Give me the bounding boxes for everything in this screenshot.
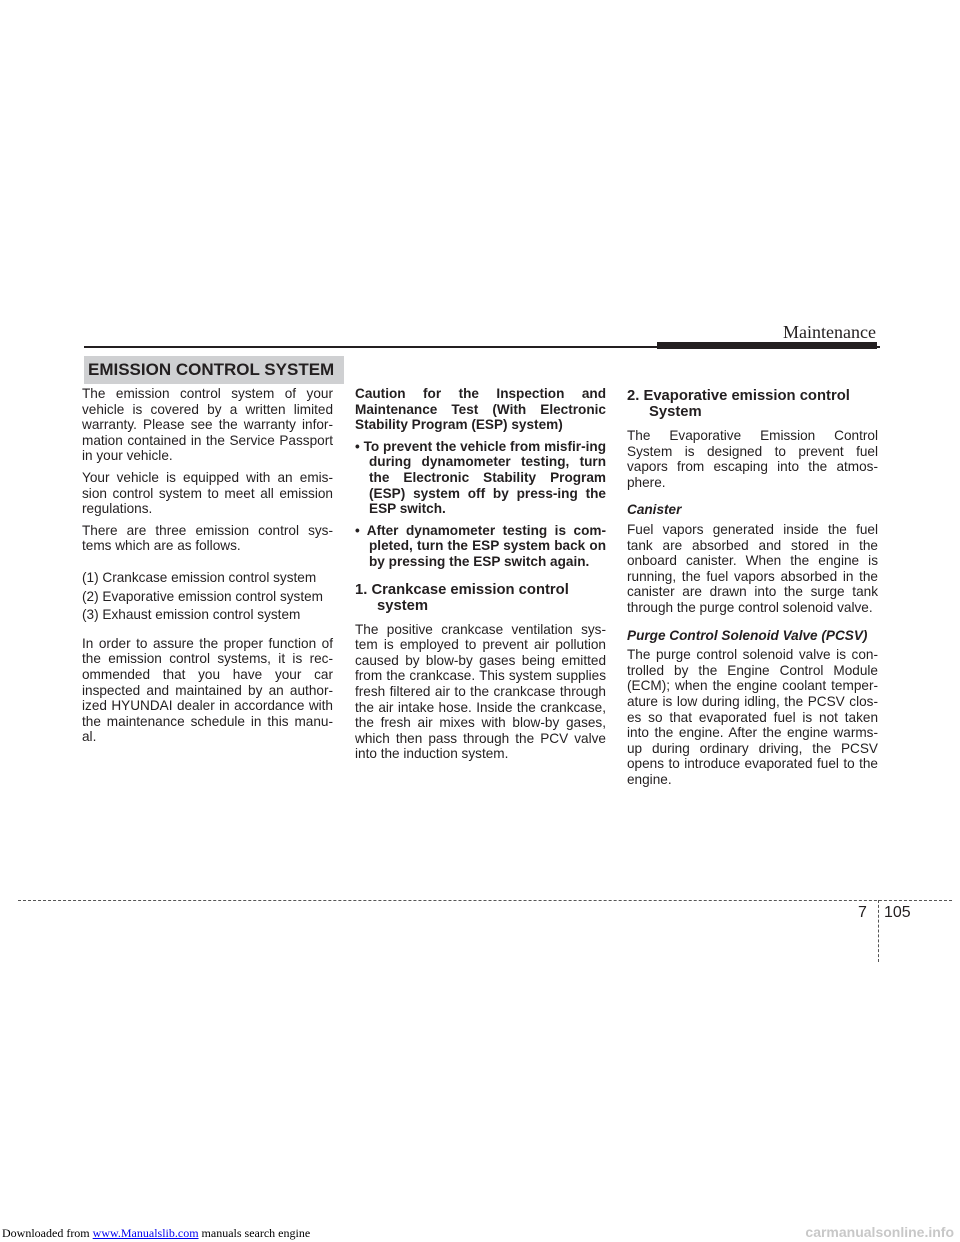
download-note — [2, 1226, 310, 1241]
pcsv-paragraph: The purge control solenoid valve is con-trolled by the Engine Control Module (ECM); when the engine coolant temper-ature is low during idling, the PCSV clos-es so that evaporated fuel is not taken into the engine. After the engine warms-up during ordinary driving, the PCSV opens to introduce evaporated fuel to the engine. — [627, 647, 878, 787]
page-title: EMISSION CONTROL SYSTEM — [84, 356, 344, 384]
crankcase-paragraph: The positive crankcase ventilation sys-tem is employed to prevent air pollution caused by blow-by gases being emitted from the crankcase. This system supplies fresh filtered air to the crankcase through the air intake hose. Inside the crankcase, the fresh air mixes with blow-by gases, which then pass through the PCV valve into the induction system. — [355, 621, 606, 762]
evaporative-heading: 2. Evaporative emission control System — [627, 388, 850, 420]
list-item: (1) Crankcase emission control system — [82, 569, 317, 585]
download-suffix: manuals search engine — [198, 1226, 311, 1240]
column-3 — [627, 386, 878, 793]
section-label: Maintenance — [783, 322, 876, 342]
column-2 — [355, 386, 606, 768]
caution-bullet: • After dynamometer testing is com-pleted, turn the ESP system back on by pressing the ESP switch again. — [355, 522, 606, 569]
canister-subheading: Canister — [627, 502, 682, 518]
systems-intro-paragraph: There are three emission control sys-tems which are as follows. — [82, 522, 333, 554]
regulation-paragraph: Your vehicle is equipped with an emis-sion control system to meet all emission regulations. — [82, 469, 333, 517]
header-rule-accent — [657, 342, 877, 349]
intro-paragraph: The emission control system of your vehicle is covered by a written limited warranty. Please see the warranty infor-mation contained in the Service Passport in your vehicle. — [82, 386, 333, 464]
watermark: carmanualsonline.info — [805, 1224, 954, 1240]
manualslib-link[interactable]: www.Manualslib.com — [92, 1226, 199, 1240]
column-1 — [82, 386, 333, 751]
crankcase-heading: 1. Crankcase emission control system — [355, 581, 569, 614]
footer-rule — [18, 900, 952, 901]
evaporative-paragraph: The Evaporative Emission Control System is designed to prevent fuel vapors from escaping into the atmos-phere. — [627, 428, 878, 490]
caution-bullet: • To prevent the vehicle from misfir-ing during dynamometer testing, turn the Electronic Stability Program (ESP) system off by press-ing the ESP switch. — [355, 438, 606, 517]
chapter-number: 7 — [858, 904, 867, 921]
list-item: (2) Evaporative emission control system — [82, 588, 323, 604]
list-item: (3) Exhaust emission control system — [82, 607, 301, 623]
pcsv-subheading: Purge Control Solenoid Valve (PCSV) — [627, 627, 868, 643]
footer-divider — [878, 900, 879, 962]
page-number: 105 — [884, 904, 911, 921]
maintenance-paragraph: In order to assure the proper function of the emission control systems, it is rec-ommended that you have your car inspected and maintained by an author-ized HYUNDAI dealer in accordance with the maintenance schedule in this manu-al. — [82, 635, 333, 745]
caution-title: Caution for the Inspection and Maintenance Test (With Electronic Stability Program (ESP) system) — [355, 386, 606, 433]
download-prefix: Downloaded from — [2, 1226, 93, 1240]
canister-paragraph: Fuel vapors generated inside the fuel tank are absorbed and stored in the onboard canister. When the engine is running, the fuel vapors absorbed in the canister are drawn into the surge tank through the purge control solenoid valve. — [627, 521, 878, 615]
